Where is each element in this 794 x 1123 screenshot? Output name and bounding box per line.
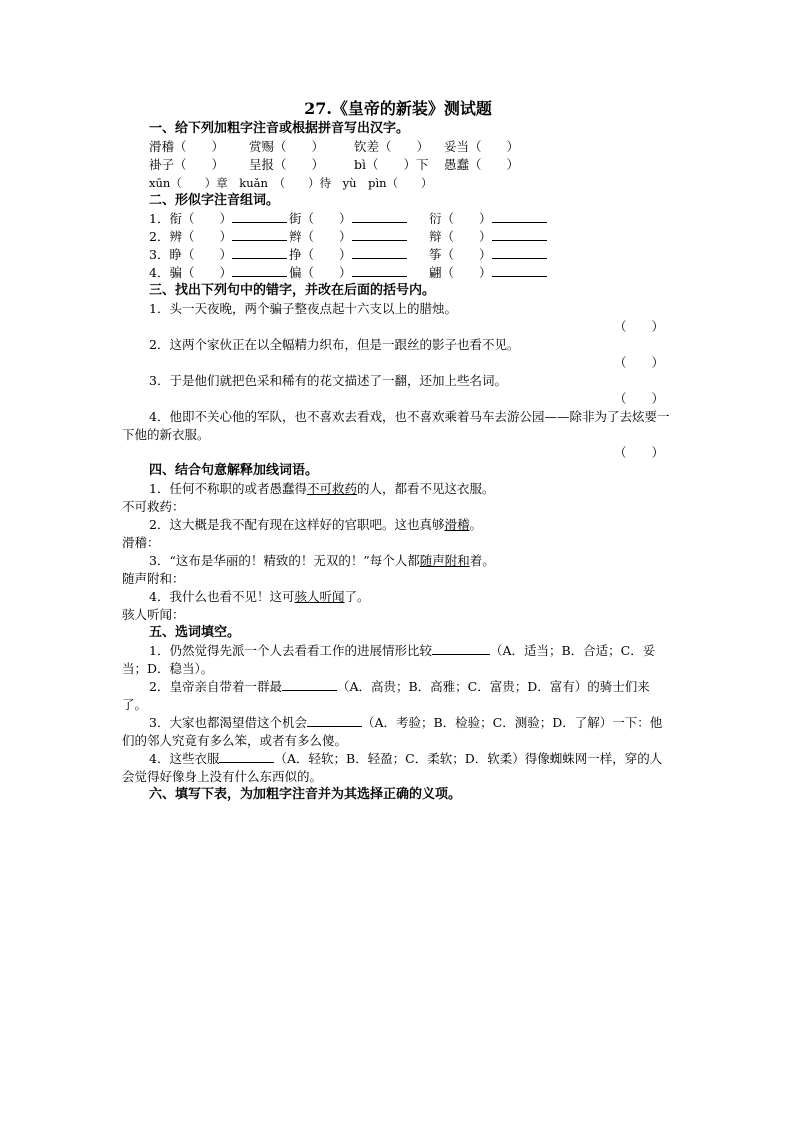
section-1-heading: 一、给下列加粗字注音或根据拼音写出汉字。: [149, 121, 410, 136]
answer-parens: （ ）: [613, 445, 664, 460]
fill-word-3: 3．大家也都渴望借这个机会 （A．考验；B．检验；C．测验；D．了解）一下：他们的邻人究竟有多么笨，或者有多么傻。: [122, 715, 663, 748]
pinyin-item: 滑稽（ ）: [149, 139, 225, 154]
pinyin-row-3: xūn（ ）章 kuǎn （ ）待 yù pìn（ ）: [149, 176, 433, 190]
pinyin-row-1: [149, 138, 674, 156]
pinyin-item: 赏赐（ ）: [249, 139, 325, 154]
pinyin-item: 钦差（ ）: [354, 139, 430, 154]
test-paper: [122, 98, 674, 804]
similar-char-row: [149, 246, 674, 264]
pinyin-item: 呈报（ ）: [249, 157, 325, 172]
explain-sentence-1: 1．任何不称职的或者愚蠢得不可救药的人，都看不见这衣服。: [149, 481, 495, 496]
similar-char-item: 辫（ ）: [289, 228, 429, 246]
answer-parens: （ ）: [613, 319, 664, 334]
explain-answer-3: 随声附和：: [122, 571, 185, 586]
section-2-heading: 二、形似字注音组词。: [149, 193, 280, 208]
similar-char-row: [149, 210, 674, 228]
similar-char-row: [149, 228, 674, 246]
similar-char-item: 辩（ ）: [429, 228, 589, 246]
pinyin-row-2: [149, 156, 674, 174]
typo-sentence-4: 4．他即不关心他的军队，也不喜欢去看戏，也不喜欢乘着马车去游公园——除非为了去炫要一下他的新衣服。: [122, 409, 670, 442]
typo-sentence-2: 2．这两个家伙正在以全幅精力织布，但是一跟丝的影子也看不见。: [149, 337, 520, 352]
similar-char-item: 偏（ ）: [289, 264, 429, 282]
similar-char-item: 街（ ）: [289, 210, 429, 228]
explain-sentence-2: 2．这大概是我不配有现在这样好的官职吧。这也真够滑稽。: [149, 517, 482, 532]
explain-sentence-4: 4．我什么也看不见！这可骇人听闻了。: [149, 589, 370, 604]
section-3-heading: 三、找出下列句中的错字，并改在后面的括号内。: [149, 283, 436, 298]
answer-parens: （ ）: [613, 391, 664, 406]
explain-answer-1: 不可救药：: [122, 499, 185, 514]
fill-word-1: 1．仍然觉得先派一个人去看看工作的进展情形比较 （A．适当；B．合适；C．妥当；D．稳当）。: [122, 643, 656, 676]
typo-sentence-3: 3．于是他们就把色采和稀有的花文描述了一翻，还加上些名词。: [149, 373, 507, 388]
similar-char-item: 1．衔（ ）: [149, 210, 289, 228]
explain-answer-2: 滑稽：: [122, 535, 160, 550]
similar-char-item: 筝（ ）: [429, 246, 589, 264]
similar-char-item: 衍（ ）: [429, 210, 589, 228]
fill-word-2: 2．皇帝亲自带着一群最 （A．高贵；B．高雅；C．富贵；D．富有）的骑士们来了。: [122, 679, 650, 712]
explain-sentence-3: 3．“这布是华丽的！精致的！无双的！”每个人都随声附和着。: [149, 553, 495, 568]
similar-char-item: 翩（ ）: [429, 264, 589, 282]
pinyin-item: bì（ ）下: [354, 157, 429, 172]
fill-word-4: 4．这些衣服 （A．轻软；B．轻盈；C．柔软；D．软柔）得像蜘蛛网一样，穿的人会觉得好像身上没有什么东西似的。: [122, 751, 663, 784]
section-5-heading: 五、选词填空。: [149, 625, 241, 640]
section-6-heading: 六、填写下表，为加粗字注音并为其选择正确的义项。: [149, 787, 462, 802]
similar-char-item: 2．辨（ ）: [149, 228, 289, 246]
page-title: 27.《皇帝的新装》测试题: [304, 99, 492, 118]
pinyin-item: 愚蠢（ ）: [444, 157, 520, 172]
answer-parens: （ ）: [613, 355, 664, 370]
similar-char-row: [149, 264, 674, 282]
pinyin-item: 褂子（ ）: [149, 157, 225, 172]
pinyin-item: 妥当（ ）: [444, 139, 520, 154]
typo-sentence-1: 1．头一天夜晚，两个骗子整夜点起十六支以上的腊烛。: [149, 301, 457, 316]
similar-char-item: 挣（ ）: [289, 246, 429, 264]
section-4-heading: 四、结合句意解释加线词语。: [149, 463, 319, 478]
similar-char-item: 4．骗（ ）: [149, 264, 289, 282]
similar-char-item: 3．睁（ ）: [149, 246, 289, 264]
explain-answer-4: 骇人听闻：: [122, 607, 185, 622]
